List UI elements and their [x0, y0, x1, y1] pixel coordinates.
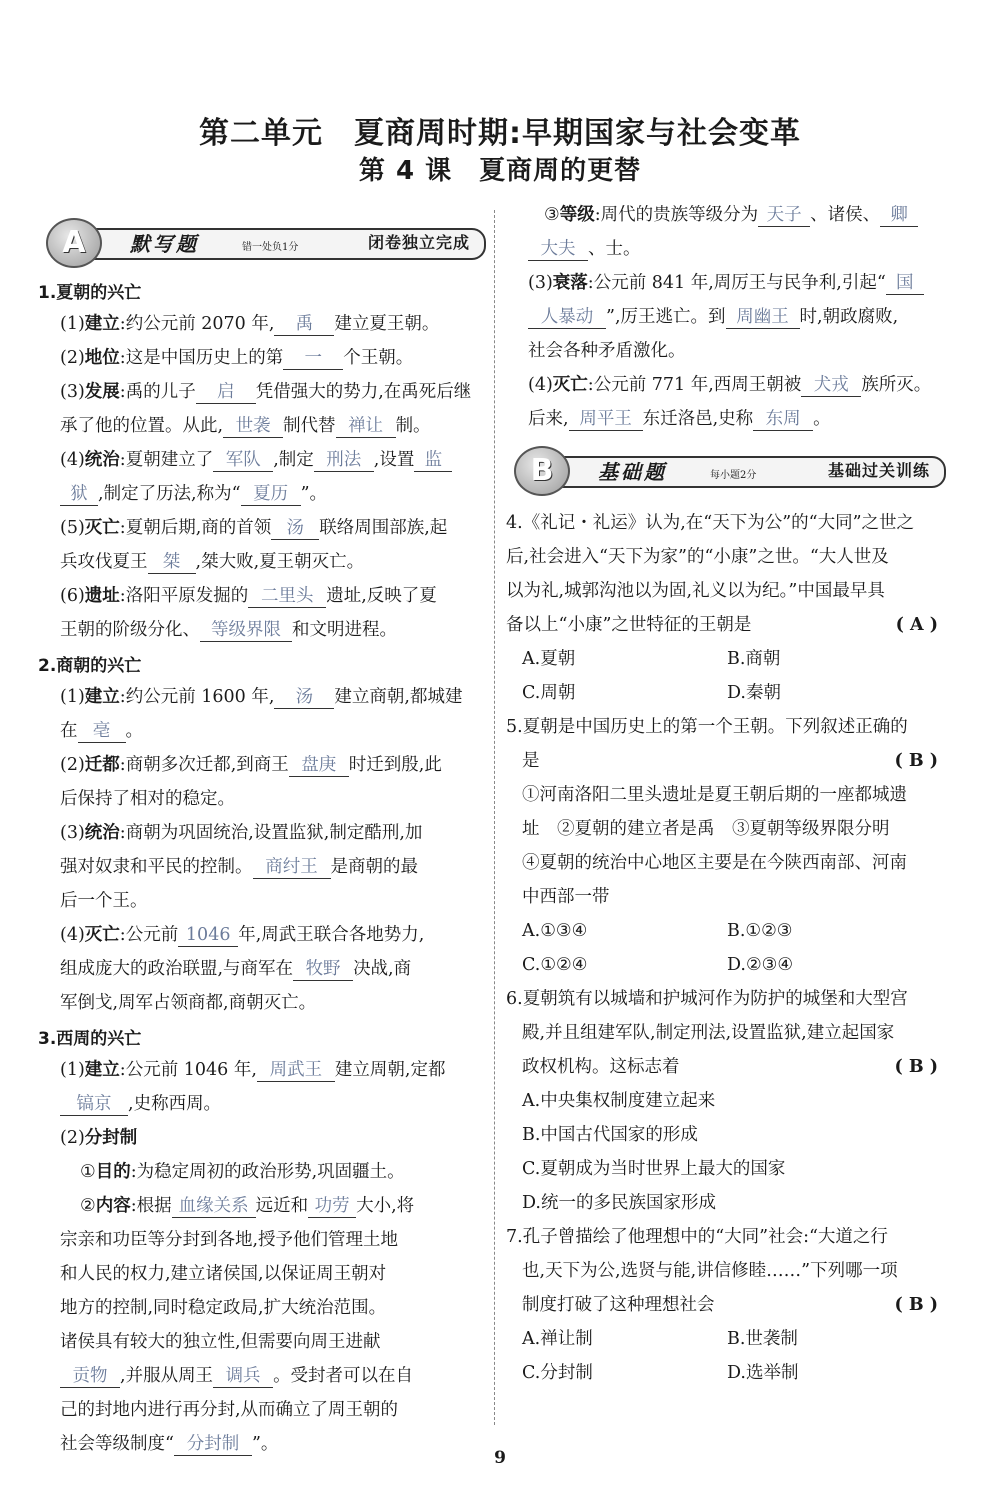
- xia-line-6: (6)遗址:洛阳平原发掘的 二里头 遗址,反映了夏: [60, 586, 437, 606]
- option-c[interactable]: C.分封制: [522, 1363, 593, 1383]
- question-line: 6.夏朝筑有以城墙和护城河作为防护的城堡和大型宫: [506, 989, 908, 1009]
- statement-line: 址 ②夏朝的建立者是禹 ③夏朝等级界限分明: [522, 819, 890, 839]
- answer-blank: 天子: [758, 204, 810, 227]
- answer-blank: 牧野: [293, 958, 353, 981]
- section-a-note: 错一处负1分: [242, 242, 299, 253]
- answer-blank: 镐京: [60, 1093, 128, 1116]
- answer-blank: 监: [414, 449, 452, 472]
- answer-blank: 功劳: [308, 1195, 356, 1218]
- zhou-line-4: (4)灭亡:公元前 771 年,西周王朝被 犬戎 族所灭。: [528, 375, 932, 395]
- answer-blank: 商纣王: [253, 856, 331, 879]
- section-a-subtitle: 闭卷独立完成: [367, 233, 470, 252]
- answer-blank: 人暴动: [528, 306, 606, 329]
- options-row: [506, 1322, 946, 1356]
- shang-line-2b: 后保持了相对的稳定。: [60, 789, 235, 809]
- option-b[interactable]: B.世袭制: [727, 1329, 798, 1349]
- statement-line: ④夏朝的统治中心地区主要是在今陕西南部、河南: [522, 853, 907, 873]
- xia-line-1: (1)建立:约公元前 2070 年, 禹 建立夏王朝。: [60, 314, 440, 334]
- answer-blank: 桀: [148, 551, 196, 574]
- answer-blank: 犬戎: [801, 374, 861, 397]
- answer-blank: 1046: [178, 924, 238, 947]
- section-a-banner: [38, 216, 486, 268]
- answer-blank: 刑法: [314, 449, 374, 472]
- answer-blank: 二里头: [248, 585, 326, 608]
- shang-line-1: (1)建立:约公元前 1600 年, 汤 建立商朝,都城建: [60, 687, 463, 707]
- section-b-title: 基础题: [598, 460, 667, 484]
- question-line: 7.孔子曾描绘了他理想中的“大同”社会:“大道之行: [506, 1227, 888, 1247]
- shang-line-3: (3)统治:商朝为巩固统治,设置监狱,制定酷刑,加: [60, 823, 423, 843]
- options-row: [506, 914, 946, 948]
- answer-blank: 启: [196, 381, 256, 404]
- answer-blank: 一: [283, 347, 343, 370]
- shang-heading: 2.商朝的兴亡: [38, 656, 142, 676]
- answer-blank: 东周: [753, 408, 813, 431]
- statement-line: ①河南洛阳二里头遗址是夏王朝后期的一座都城遗: [522, 785, 907, 805]
- question-7: [506, 1220, 946, 1390]
- option-a[interactable]: A.夏朝: [522, 649, 576, 669]
- question-line: 4.《礼记・礼运》认为,在“天下为公”的“大同”之世之: [506, 513, 915, 533]
- answer-blank: 等级界限: [200, 619, 292, 642]
- xia-line-6b: 王朝的阶级分化、 等级界限 和文明进程。: [60, 620, 397, 640]
- question-line: 备以上“小康”之世特征的王朝是 ( A ): [506, 608, 946, 642]
- option-d[interactable]: D.选举制: [727, 1363, 799, 1383]
- question-line: 5.夏朝是中国历史上的第一个王朝。下列叙述正确的: [506, 717, 908, 737]
- answer-blank: 卿: [880, 204, 918, 227]
- answer-blank: 调兵: [213, 1365, 273, 1388]
- zhou-line-3c: 社会各种矛盾激化。: [528, 341, 686, 361]
- question-line: 殿,并且组建军队,制定刑法,设置监狱,建立起国家: [522, 1023, 895, 1043]
- option-d[interactable]: D.秦朝: [727, 683, 781, 703]
- answer-blank: 周幽王: [726, 306, 800, 329]
- answer-blank: 军队: [213, 449, 273, 472]
- option-d[interactable]: D.统一的多民族国家形成: [522, 1193, 716, 1213]
- shang-line-3c: 后一个王。: [60, 891, 148, 911]
- zhou-point-3: ③等级:周代的贵族等级分为 天子 、诸侯、 卿: [506, 198, 946, 232]
- zhou-point-2c: 和人民的权力,建立诸侯国,以保证周王朝对: [60, 1264, 387, 1284]
- option-a[interactable]: A.中央集权制度建立起来: [522, 1091, 716, 1111]
- shang-line-1b: 在 亳 。: [60, 721, 143, 741]
- zhou-point-2: ②内容:根据 血缘关系 远近和 功劳 大小,将: [80, 1196, 415, 1216]
- answer-choice: ( B ): [894, 1295, 938, 1315]
- zhou-point-2e: 诸侯具有较大的独立性,但需要向周王进献: [60, 1332, 381, 1352]
- unit-title: 第二单元 夏商周时期:早期国家与社会变革: [199, 116, 801, 151]
- zhou-point-2f: 贡物 ,并服从周王 调兵 。受封者可以在自: [38, 1359, 486, 1393]
- zhou-point-2d: 地方的控制,同时稳定政局,扩大统治范围。: [60, 1298, 387, 1318]
- zhou-point-2g: 己的封地内进行再分封,从而确立了周王朝的: [60, 1400, 399, 1420]
- zhou-line-1: (1)建立:公元前 1046 年, 周武王 建立周朝,定都: [60, 1060, 446, 1080]
- statement-line: 中西部一带: [522, 887, 610, 907]
- answer-blank: 禅让: [336, 415, 396, 438]
- zhou-line-4b: 后来, 周平王 东迁洛邑,史称 东周 。: [528, 409, 831, 429]
- options-row: [506, 642, 946, 676]
- answer-blank: 周平王: [569, 408, 643, 431]
- xia-line-3b: 承了他的位置。从此, 世袭 制代替 禅让 制。: [60, 416, 431, 436]
- answer-blank: 狱: [60, 483, 98, 506]
- zhou-line-3b: 人暴动 ”,厉王逃亡。到 周幽王 时,朝政腐败,: [506, 300, 946, 334]
- answer-blank: 国: [886, 272, 924, 295]
- option-c[interactable]: C.周朝: [522, 683, 576, 703]
- options-row: [506, 1356, 946, 1390]
- answer-blank: 大夫: [528, 238, 588, 261]
- shang-line-4b: 组成庞大的政治联盟,与商军在 牧野 决战,商: [60, 959, 412, 979]
- zhou-point-1: ①目的:为稳定周初的政治形势,巩固疆土。: [80, 1162, 405, 1182]
- zhou-line-3: (3)衰落:公元前 841 年,周厉王与民争利,引起“ 国: [506, 266, 946, 300]
- answer-choice: ( A ): [895, 615, 938, 635]
- option-a[interactable]: A.①③④: [522, 921, 588, 941]
- options-row: [506, 676, 946, 710]
- section-b-badge: B: [514, 446, 570, 496]
- left-column: [38, 208, 486, 1461]
- section-a-title: 默写题: [130, 232, 199, 256]
- question-5: [506, 710, 946, 982]
- answer-blank: 汤: [271, 517, 319, 540]
- lesson-title: 第 4 课 夏商周的更替: [358, 156, 642, 186]
- xia-line-4: (4)统治:夏朝建立了 军队 ,制定 刑法 ,设置 监: [38, 443, 486, 477]
- shang-line-2: (2)迁都:商朝多次迁都,到商王 盘庚 时迁到殷,此: [60, 755, 442, 775]
- question-line: 是 ( B ): [506, 744, 946, 778]
- xia-heading: 1.夏朝的兴亡: [38, 283, 142, 303]
- zhou-line-2: (2)分封制: [60, 1128, 138, 1148]
- xia-line-5: (5)灭亡:夏朝后期,商的首领 汤 联络周围部族,起: [60, 518, 448, 538]
- answer-blank: 贡物: [60, 1365, 120, 1388]
- right-column: [506, 198, 946, 1390]
- question-6: [506, 982, 946, 1220]
- option-a[interactable]: A.禅让制: [522, 1329, 593, 1349]
- answer-blank: 禹: [274, 313, 334, 336]
- option-b[interactable]: B.中国古代国家的形成: [522, 1125, 698, 1145]
- zhou-point-2h: 社会等级制度“ 分封制 ”。: [60, 1434, 279, 1454]
- page-number: 9: [494, 1448, 506, 1468]
- answer-blank: 世袭: [223, 415, 283, 438]
- option-b[interactable]: B.①②③: [727, 921, 793, 941]
- xia-line-4b: 狱 ,制定了历法,称为“ 夏历 ”。: [38, 477, 486, 511]
- column-divider: [494, 210, 495, 1425]
- shang-line-3b: 强对奴隶和平民的控制。 商纣王 是商朝的最: [60, 857, 418, 877]
- answer-choice: ( B ): [894, 751, 938, 771]
- options-row: [506, 948, 946, 982]
- option-d[interactable]: D.②③④: [727, 955, 794, 975]
- shang-line-4: (4)灭亡:公元前 1046 年,周武王联合各地势力,: [60, 925, 425, 945]
- answer-blank: 盘庚: [289, 754, 349, 777]
- zhou-heading: 3.西周的兴亡: [38, 1029, 142, 1049]
- section-b-banner: [506, 444, 946, 496]
- answer-blank: 汤: [274, 686, 334, 709]
- question-line: 后,社会进入“天下为家”的“小康”之世。“大人世及: [506, 547, 889, 567]
- section-b-bar: [550, 456, 946, 488]
- zhou-line-1b: 镐京 ,史称西周。: [38, 1087, 486, 1121]
- option-b[interactable]: B.商朝: [727, 649, 781, 669]
- section-a-bar: [82, 228, 486, 260]
- answer-blank: 夏历: [241, 483, 301, 506]
- xia-line-5b: 兵攻伐夏王 桀 ,桀大败,夏王朝灭亡。: [60, 552, 365, 572]
- answer-blank: 亳: [78, 720, 126, 743]
- option-c[interactable]: C.①②④: [522, 955, 588, 975]
- question-line: 也,天下为公,选贤与能,讲信修睦……”下列哪一项: [522, 1261, 898, 1281]
- option-c[interactable]: C.夏朝成为当时世界上最大的国家: [522, 1159, 786, 1179]
- answer-blank: 分封制: [174, 1433, 252, 1456]
- section-a-badge: A: [46, 218, 102, 268]
- answer-blank: 血缘关系: [172, 1195, 256, 1218]
- question-line: 制度打破了这种理想社会 ( B ): [506, 1288, 946, 1322]
- answer-choice: ( B ): [894, 1057, 938, 1077]
- shang-line-4c: 军倒戈,周军占领商都,商朝灭亡。: [60, 993, 317, 1013]
- section-b-subtitle: 基础过关训练: [827, 461, 930, 480]
- question-line: 政权机构。这标志着 ( B ): [506, 1050, 946, 1084]
- question-4: [506, 506, 946, 710]
- xia-line-2: (2)地位:这是中国历史上的第 一 个王朝。: [60, 348, 414, 368]
- zhou-point-2b: 宗亲和功臣等分封到各地,授予他们管理土地: [60, 1230, 399, 1250]
- question-line: 以为礼,城郭沟池以为固,礼义以为纪。”中国最早具: [506, 581, 885, 601]
- xia-line-3: (3)发展:禹的儿子 启 凭借强大的势力,在禹死后继: [60, 382, 472, 402]
- zhou-point-3b: 大夫 、士。: [506, 232, 946, 266]
- answer-blank: 周武王: [257, 1059, 335, 1082]
- section-b-note: 每小题2分: [710, 470, 757, 481]
